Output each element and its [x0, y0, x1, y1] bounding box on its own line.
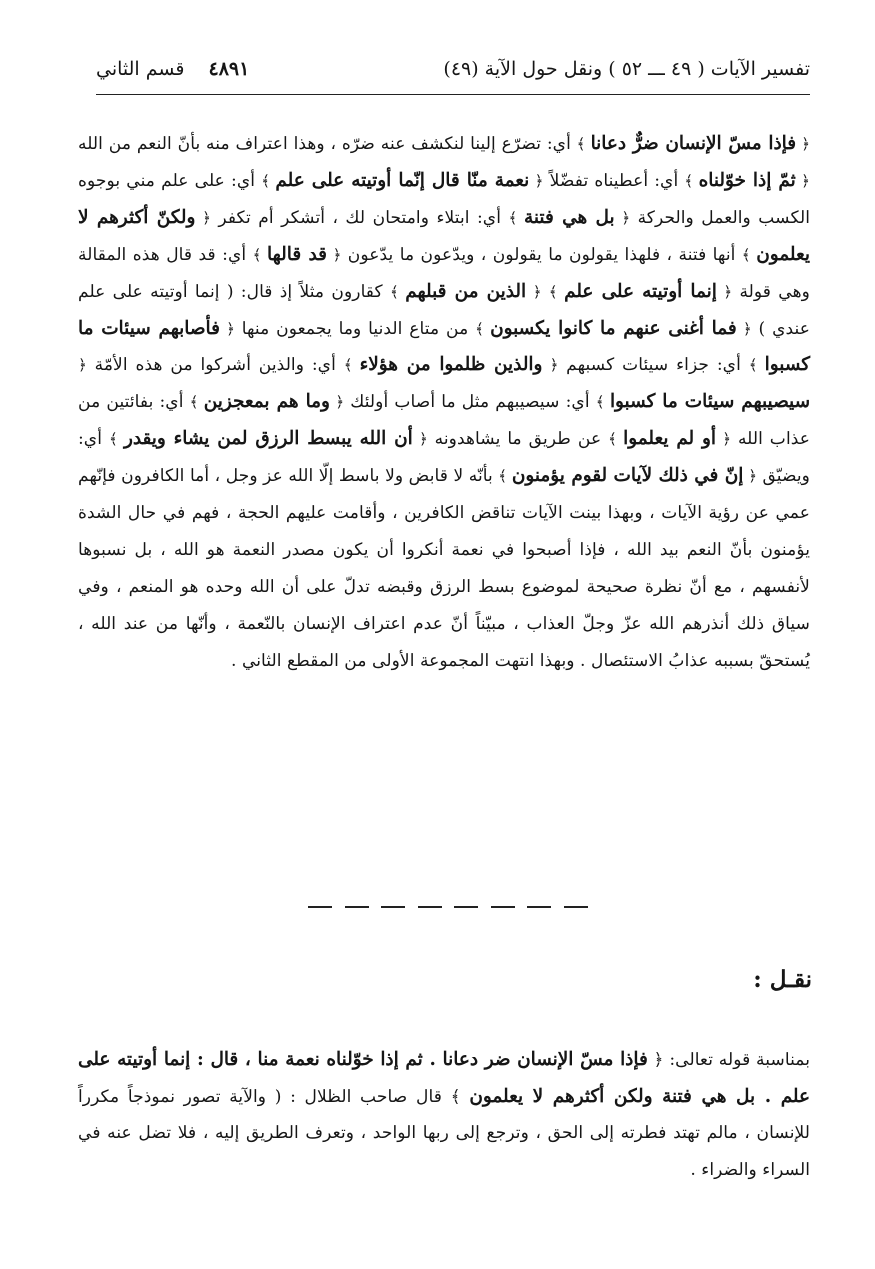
text-run: أي: قد قال هذه المقالة وهي قولة — [78, 244, 810, 302]
quran-verse: سيصيبهم سيئات ما كسبوا — [609, 391, 810, 413]
quran-verse: وما هم بمعجزين — [203, 391, 330, 413]
quran-verse: بل هي فتنة — [523, 206, 615, 228]
verse-bracket: ﴾ — [261, 171, 276, 190]
verse-bracket: ﴿ — [716, 430, 732, 449]
text-run — [541, 282, 548, 302]
verse-bracket: ﴿ — [614, 208, 631, 227]
verse-bracket: ﴾ — [608, 430, 624, 449]
text-run: أي: بفائتين من عذاب الله — [78, 392, 811, 450]
verse-bracket: ﴿ — [526, 282, 542, 301]
verse-bracket: ﴾ — [498, 467, 512, 486]
verse-bracket: ﴾ — [576, 135, 591, 153]
quran-verse: أو لم يعلموا — [623, 428, 717, 450]
quran-verse: فما أغنى عنهم ما كانوا يكسبون — [490, 317, 737, 339]
quran-verse: فإذا مسّ الإنسان ضر دعانا . ثم إذا خوّلناه نعمة منا ، قال : إنما أوتيته على علم . بل هي فتنة ولكن أكثرهم لا يعلمون — [78, 1049, 810, 1107]
section-label: قسم الثاني — [96, 58, 185, 80]
quran-verse: ولكنّ أكثرهم لا يعلمون — [78, 206, 810, 265]
text-run: أي: جزاء سيئات كسبهم — [558, 355, 749, 376]
text-run: من متاع الدنيا وما يجمعون منها — [234, 318, 476, 339]
text-run: كقارون مثلاً إذ قال: ( إنما أوتيته على علم عندي ) — [78, 281, 810, 339]
text-run: أي: على علم مني بوجوه الكسب والعمل والحركة — [78, 170, 811, 228]
verse-bracket: ﴾ — [741, 245, 757, 264]
verse-bracket: ﴾ — [508, 208, 524, 227]
running-title: تفسير الآيات ( ٤٩ ـــ ٥٢ ) ونقل حول الآية (٤٩) — [443, 58, 810, 80]
section-heading: نقـل : — [753, 966, 812, 993]
verse-bracket: ﴾ — [189, 393, 204, 412]
verse-bracket: ﴿ — [329, 393, 345, 412]
verse-bracket: ﴾ — [684, 171, 699, 190]
text-run: أنها فتنة ، فلهذا يقولون ما يقولون ، ويدّعون ما يدّعون — [341, 244, 742, 265]
verse-bracket: ﴾ — [475, 319, 491, 338]
verse-bracket: ﴿ — [736, 319, 752, 338]
quran-verse: قد قالها — [267, 243, 327, 265]
quran-verse: إنّ في ذلك لآيات لقوم يؤمنون — [511, 465, 744, 487]
quran-verse: إنما أوتيته على علم — [564, 280, 717, 302]
text-run: بمناسبة قوله تعالى: — [663, 1050, 810, 1070]
verse-bracket: ﴿ — [743, 467, 757, 486]
commentary-paragraph — [78, 126, 810, 680]
verse-bracket: ﴾ — [748, 356, 765, 375]
verse-bracket: ﴾ — [389, 282, 406, 301]
verse-bracket: ﴾ — [548, 282, 565, 301]
text-run: أي: تضرّع إلينا لنكشف عنه ضرّه ، وهذا اعتراف منه بأنّ النعم من الله — [78, 134, 577, 154]
verse-bracket: ﴾ — [252, 245, 268, 264]
verse-bracket: ﴿ — [326, 245, 342, 264]
text-run: أي: ويضيّق — [78, 429, 810, 487]
quran-verse: ثمّ إذا خوّلناه — [698, 169, 796, 191]
text-run: أي: أعطيناه تفضّلاً — [543, 170, 685, 191]
verse-bracket: ﴾ — [450, 1086, 470, 1107]
quran-verse: فإذا مسّ الإنسان ضرٌّ دعانا — [590, 133, 797, 154]
page-header — [96, 58, 810, 92]
verse-bracket: ﴿ — [716, 282, 733, 301]
verse-bracket: ﴿ — [412, 430, 428, 449]
page-number: ٤٨٩١ — [208, 58, 250, 80]
verse-bracket: ﴿ — [219, 319, 235, 338]
text-run: أي: سيصيبهم مثل ما أصاب أولئك — [344, 392, 596, 413]
verse-bracket: ﴿ — [647, 1050, 664, 1070]
verse-bracket: ﴿ — [542, 356, 559, 375]
text-run: بأنّه لا قابض ولا باسط إلّا الله عز وجل ، أما الكافرون فإنّهم عمي عن رؤية الآيات ، وبهذا بينت الآيات تناقض الكافرين ، وأقامت عليهم الحجة ، فهم في حال الشدة يؤمنون بأنّ النعم بيد الله ، فإذا أصبحوا في نعمة أنكروا أن يكون مصدر النعمة هو الله ، بل نسبوها لأنفسهم ، مع أنّ نظرة صحيحة لموضوع بسط الرزق وقبضه تدلّ على أن الله وحده هو المنعم ، وفي سياق ذلك أنذرهم الله عزّ وجلّ العذاب ، مبيّناً أنّ عدم اعتراف الإنسان بالنّعمة ، وأنّها من عند الله ، يُستحقّ بسببه عذابُ الاستئصال . وبهذا انتهت المجموعة الأولى من المقطع الثاني . — [78, 466, 810, 671]
text-run: أي: والذين أشركوا من هذه الأمّة — [86, 355, 344, 376]
section-divider — [308, 906, 588, 916]
quotation-paragraph — [78, 1042, 810, 1188]
verse-bracket: ﴿ — [795, 171, 810, 190]
quran-verse: أن الله يبسط الرزق لمن يشاء ويقدر — [123, 428, 413, 450]
text-run: عن طريق ما يشاهدونه — [427, 429, 609, 450]
quran-verse: نعمة منّا قال إنّما أوتيته على علم — [275, 169, 530, 191]
quran-verse: الذين من قبلهم — [405, 280, 527, 302]
quran-verse: والذين ظلموا من هؤلاء — [359, 354, 543, 376]
verse-bracket: ﴾ — [595, 393, 610, 412]
verse-bracket: ﴿ — [796, 135, 810, 153]
header-rule — [96, 94, 810, 95]
verse-bracket: ﴾ — [108, 430, 124, 449]
quran-verse: فأصابهم سيئات ما كسبوا — [78, 317, 810, 376]
verse-bracket: ﴿ — [529, 171, 544, 190]
verse-bracket: ﴾ — [343, 356, 360, 375]
verse-bracket: ﴿ — [78, 356, 87, 375]
text-run: قال صاحب الظلال : ( والآية تصور نموذجاً مكرراً للإنسان ، مالم تهتد فطرته إلى الحق ، وترجع إلى ربها الواحد ، وتعرف الطريق إليه ، فلا تضل عنه في السراء والضراء . — [78, 1086, 810, 1180]
verse-bracket: ﴿ — [195, 208, 211, 227]
header-left — [96, 58, 249, 80]
text-run: أي: ابتلاء وامتحان لك ، أتشكر أم تكفر — [210, 207, 509, 228]
